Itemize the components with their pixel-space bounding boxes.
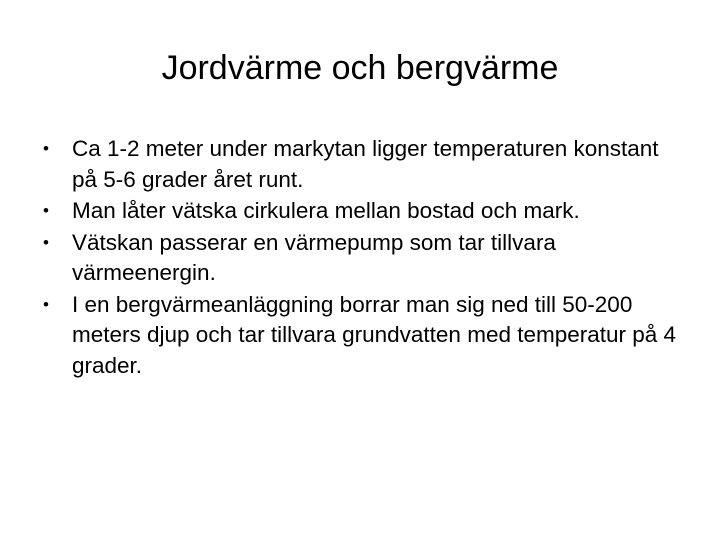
bullet-item bbox=[36, 290, 686, 382]
bullet-marker-icon: • bbox=[43, 294, 49, 314]
bullet-item bbox=[36, 228, 686, 289]
bullet-marker-icon: • bbox=[43, 232, 49, 252]
bullet-marker-icon: • bbox=[43, 139, 49, 158]
bullet-marker-icon: • bbox=[43, 201, 49, 220]
bullet-text: Ca 1-2 meter under markytan ligger temperaturen konstant på 5-6 grader året runt. bbox=[72, 136, 659, 192]
bullet-item bbox=[36, 134, 686, 195]
bullet-text: Vätskan passerar en värmepump som tar tillvara värmeenergin. bbox=[72, 229, 556, 285]
bullet-text: I en bergvärmeanläggning borrar man sig ned till 50-200 meters djup och tar tillvara grundvatten med temperatur på 4 grader. bbox=[72, 291, 677, 378]
bullet-item bbox=[36, 196, 686, 227]
bullet-list bbox=[36, 134, 686, 382]
bullet-text: Man låter vätska cirkulera mellan bostad och mark. bbox=[72, 198, 580, 223]
slide-title: Jordvärme och bergvärme bbox=[161, 49, 559, 87]
